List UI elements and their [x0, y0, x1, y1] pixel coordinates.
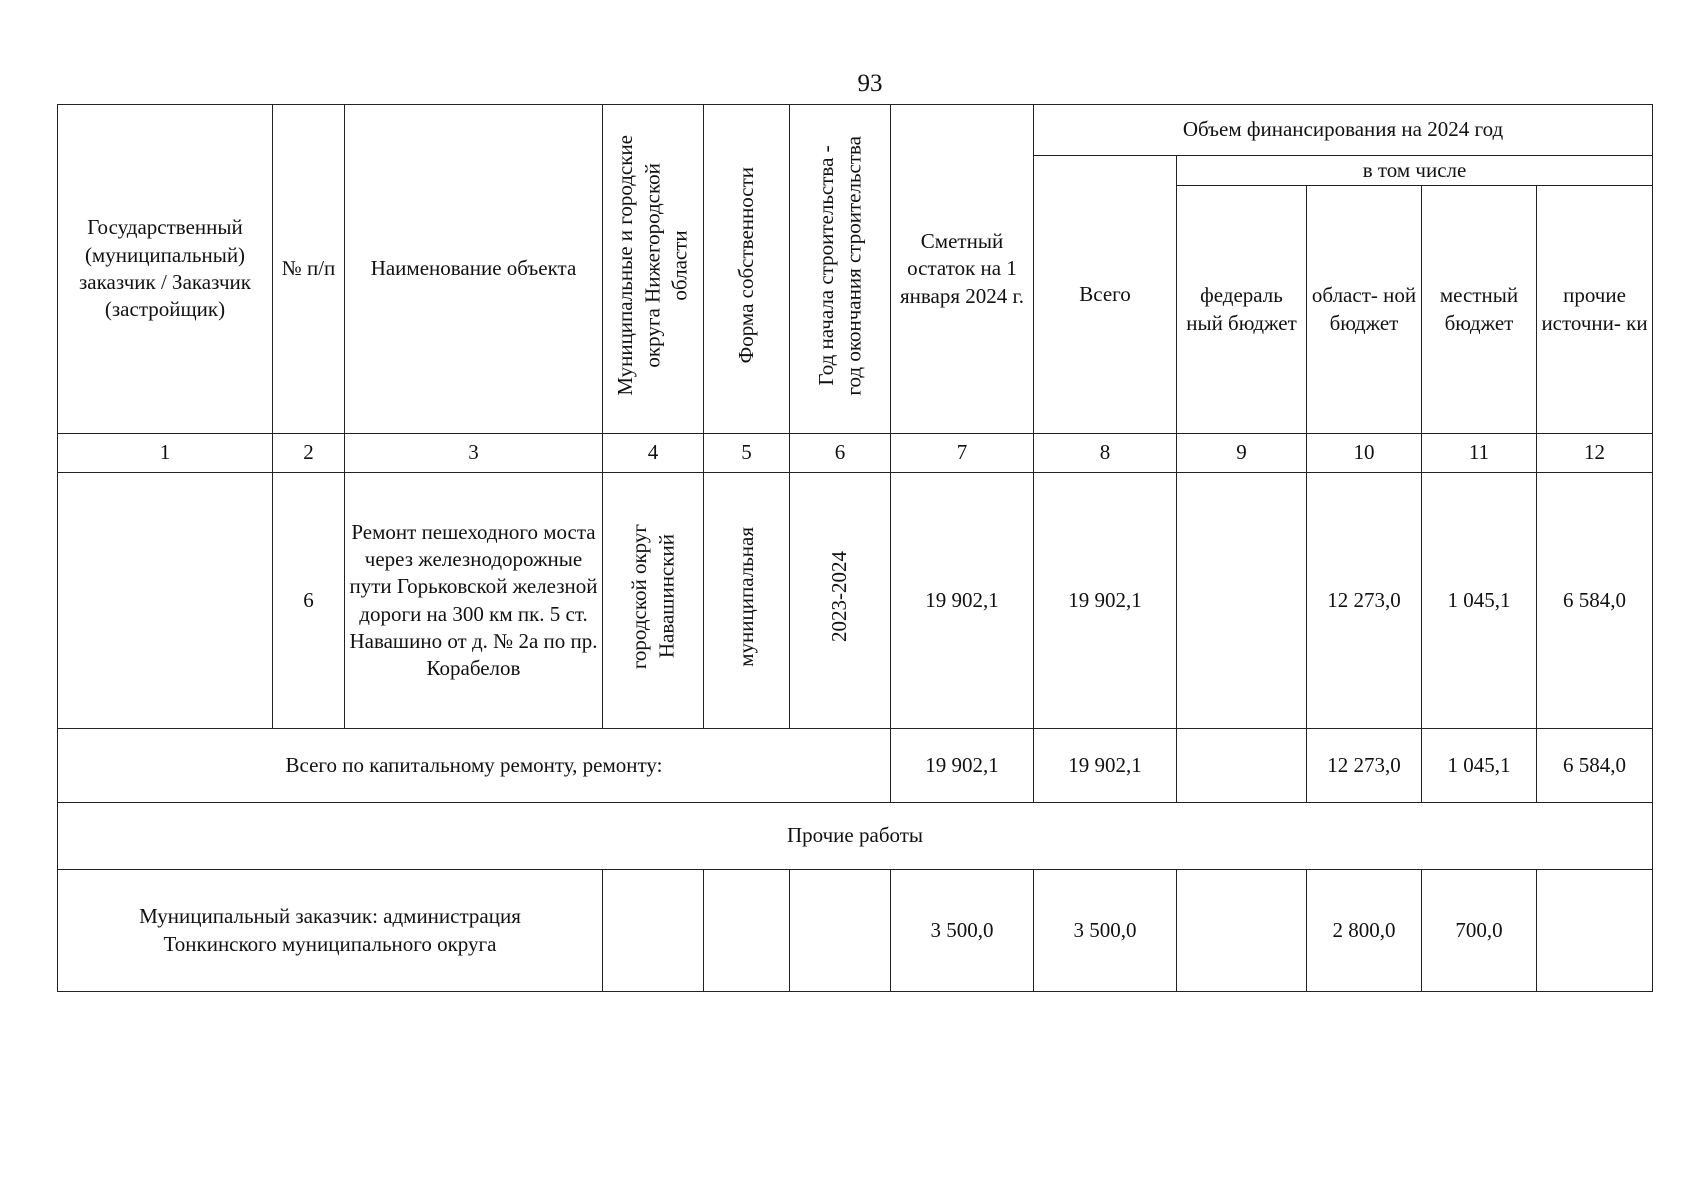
- municipal-customer: Муниципальный заказчик: администрация Тонкинского муниципального округа: [58, 870, 603, 992]
- section-title: Прочие работы: [58, 803, 1653, 870]
- column-number: 7: [891, 434, 1034, 473]
- municipal-other: [1537, 870, 1653, 992]
- column-number: 10: [1307, 434, 1422, 473]
- total-regional: 12 273,0: [1307, 729, 1422, 803]
- cell-regional: 12 273,0: [1307, 473, 1422, 729]
- header-municipality-text: Муниципальные и городские округа Нижегородской области: [613, 135, 692, 396]
- column-number: 12: [1537, 434, 1653, 473]
- column-number: 6: [790, 434, 891, 473]
- column-number: 8: [1034, 434, 1177, 473]
- municipal-ownership: [704, 870, 790, 992]
- column-number: 11: [1422, 434, 1537, 473]
- total-other: 6 584,0: [1537, 729, 1653, 803]
- header-ownership: [704, 105, 790, 434]
- header-regional: област- ной бюджет: [1307, 186, 1422, 434]
- cell-years: [790, 473, 891, 729]
- header-including: в том числе: [1177, 156, 1653, 186]
- cell-number: 6: [273, 473, 345, 729]
- header-estimate-balance: Сметный остаток на 1 января 2024 г.: [891, 105, 1034, 434]
- municipal-estimate-balance: 3 500,0: [891, 870, 1034, 992]
- header-ownership-text: Форма собственности: [733, 167, 758, 364]
- table-row-municipal: [58, 870, 1653, 992]
- municipal-years: [790, 870, 891, 992]
- cell-total: 19 902,1: [1034, 473, 1177, 729]
- municipal-total: 3 500,0: [1034, 870, 1177, 992]
- financing-table: [57, 104, 1653, 992]
- header-federal: федераль ный бюджет: [1177, 186, 1307, 434]
- cell-federal: [1177, 473, 1307, 729]
- header-years: [790, 105, 891, 434]
- total-label: Всего по капитальному ремонту, ремонту:: [58, 729, 891, 803]
- column-number: 3: [345, 434, 603, 473]
- cell-municipality-text: городской округ Навашинский: [626, 524, 678, 670]
- header-number: № п/п: [273, 105, 345, 434]
- header-financing-group: Объем финансирования на 2024 год: [1034, 105, 1653, 156]
- cell-ownership-text: муниципальная: [733, 526, 758, 667]
- table-row-main: [58, 473, 1653, 729]
- cell-customer: [58, 473, 273, 729]
- total-estimate-balance: 19 902,1: [891, 729, 1034, 803]
- table-row-total: [58, 729, 1653, 803]
- column-number-row: [58, 434, 1653, 473]
- cell-years-text: 2023-2024: [827, 551, 852, 643]
- cell-object-name: Ремонт пешеходного моста через железнодорожные пути Горьковской железной дороги на 300 км пк. 5 ст. Навашино от д. № 2а по пр. Корабелов: [345, 473, 603, 729]
- total-federal: [1177, 729, 1307, 803]
- total-total: 19 902,1: [1034, 729, 1177, 803]
- header-total: Всего: [1034, 156, 1177, 434]
- header-years-text: Год начала строительства - год окончания строительства: [813, 135, 865, 396]
- header-other: прочие источни- ки: [1537, 186, 1653, 434]
- municipal-municipality: [603, 870, 704, 992]
- column-number: 1: [58, 434, 273, 473]
- header-municipality: [603, 105, 704, 434]
- header-local: местный бюджет: [1422, 186, 1537, 434]
- header-customer: Государственный (муниципальный) заказчик / Заказчик (застройщик): [58, 105, 273, 434]
- section-row-other: [58, 803, 1653, 870]
- cell-estimate-balance: 19 902,1: [891, 473, 1034, 729]
- cell-ownership: [704, 473, 790, 729]
- column-number: 5: [704, 434, 790, 473]
- cell-municipality: [603, 473, 704, 729]
- column-number: 2: [273, 434, 345, 473]
- total-local: 1 045,1: [1422, 729, 1537, 803]
- municipal-local: 700,0: [1422, 870, 1537, 992]
- cell-local: 1 045,1: [1422, 473, 1537, 729]
- municipal-federal: [1177, 870, 1307, 992]
- column-number: 4: [603, 434, 704, 473]
- header-row-1: [58, 105, 1653, 156]
- page-number: 93: [857, 70, 883, 97]
- municipal-regional: 2 800,0: [1307, 870, 1422, 992]
- column-number: 9: [1177, 434, 1307, 473]
- header-object-name: Наименование объекта: [345, 105, 603, 434]
- cell-other: 6 584,0: [1537, 473, 1653, 729]
